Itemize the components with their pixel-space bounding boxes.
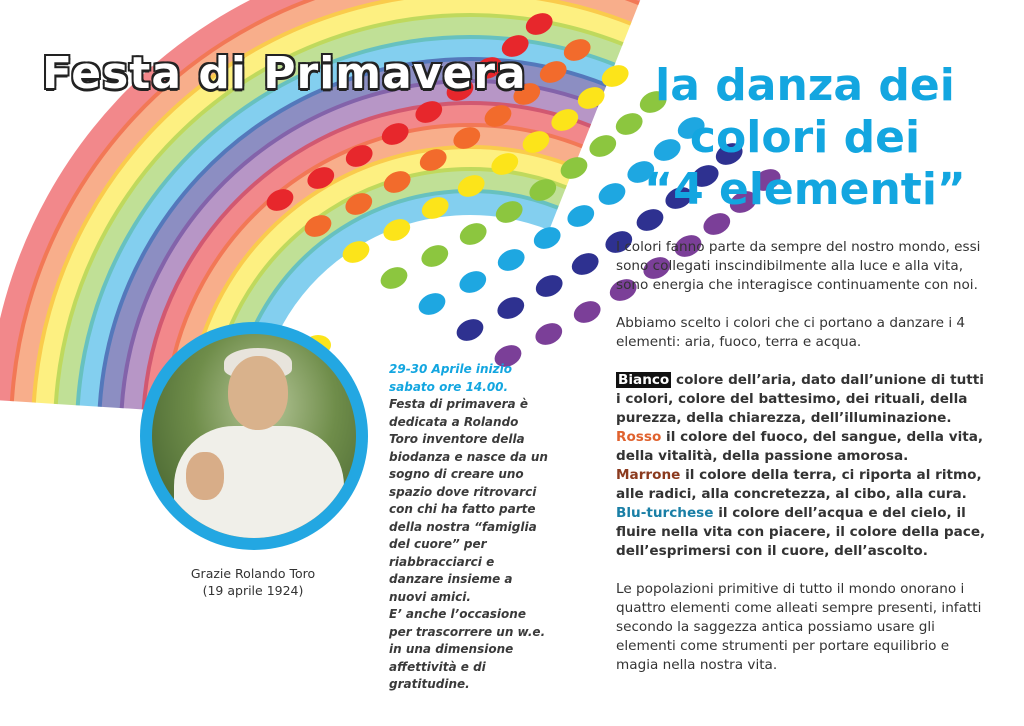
event-extra: E’ anche l’occasione per trascorrere un w.e. in una dimensione affettività e di gratitudine. [389, 607, 546, 691]
color-dot [418, 241, 452, 271]
color-dot [570, 297, 604, 327]
color-name-bianco: Bianco [618, 372, 670, 388]
color-item-rosso [616, 429, 983, 464]
color-text-marrone: il colore della terra, ci riporta al ritmo, alle radici, alla concretezza, al cibo, alla cura. [616, 467, 982, 502]
title-line-2: colori dei [689, 112, 921, 163]
color-dot [415, 289, 449, 319]
color-text-blu: il colore dell’acqua e del cielo, il fluire nella vita con piacere, il colore della pace, dell’esprimersi con il cuore, dell’ascolto. [616, 505, 986, 559]
title-festa: Festa di Primavera [42, 48, 527, 99]
color-dot [453, 315, 487, 345]
caption-date: (19 aprile 1924) [202, 583, 304, 598]
color-text-bianco: colore dell’aria, dato dall’unione di tutti i colori, colore del battesimo, dei rituali, della purezza, della chiarezza, dell’illuminazione. [616, 372, 984, 426]
color-dot [456, 219, 490, 249]
text-column [616, 238, 986, 694]
color-dot [568, 249, 602, 279]
closing-paragraph: Le popolazioni primitive di tutto il mondo onorano i quattro elementi come alleati sempre presenti, infatti secondo la saggezza antica possiamo usare gli elementi come strumenti per portare equilibrio e magia nella nostra vita. [616, 581, 982, 673]
color-item-blu [616, 505, 985, 559]
color-name-blu: Blu-turchese [616, 505, 714, 521]
photo-caption [168, 565, 338, 599]
title-line-3: “4 elementi” [644, 164, 966, 215]
color-text-rosso: il colore del fuoco, del sangue, della vita, della vitalità, della passione amorosa. [616, 429, 984, 464]
portrait-frame [140, 322, 368, 550]
color-dot [494, 245, 528, 275]
color-item-bianco [616, 372, 984, 426]
event-column [389, 361, 549, 694]
color-dot [564, 201, 598, 231]
title-danza [610, 60, 1000, 216]
color-dot [456, 267, 490, 297]
event-description: Festa di primavera è dedicata a Rolando Toro inventore della biodanza e nasce da un sogno di creare uno spazio dove ritrovarci con chi ha fatto parte della nostra “famiglia del cuore” per riabbracciarci e danzare insieme a nuovi amici. [389, 397, 548, 604]
caption-name: Grazie Rolando Toro [190, 566, 316, 581]
color-name-marrone: Marrone [616, 467, 681, 483]
intro-paragraph: I colori fanno parte da sempre del nostro mondo, essi sono collegati inscindibilmente alla luce e alla vita, sono energia che interagisce continuamente con noi. [616, 239, 981, 293]
color-item-marrone [616, 467, 982, 502]
color-dot [532, 319, 566, 349]
chosen-paragraph: Abbiamo scelto i colori che ci portano a danzare i 4 elementi: aria, fuoco, terra e acqua. [616, 315, 966, 350]
title-line-1: la danza dei [655, 60, 955, 111]
event-date: 29-30 Aprile inizio sabato ore 14.00. [389, 362, 513, 394]
portrait-photo [152, 334, 356, 538]
color-name-rosso: Rosso [616, 429, 662, 445]
color-dot [377, 263, 411, 293]
color-dot [532, 271, 566, 301]
color-dot [494, 293, 528, 323]
colors-list [616, 371, 986, 561]
